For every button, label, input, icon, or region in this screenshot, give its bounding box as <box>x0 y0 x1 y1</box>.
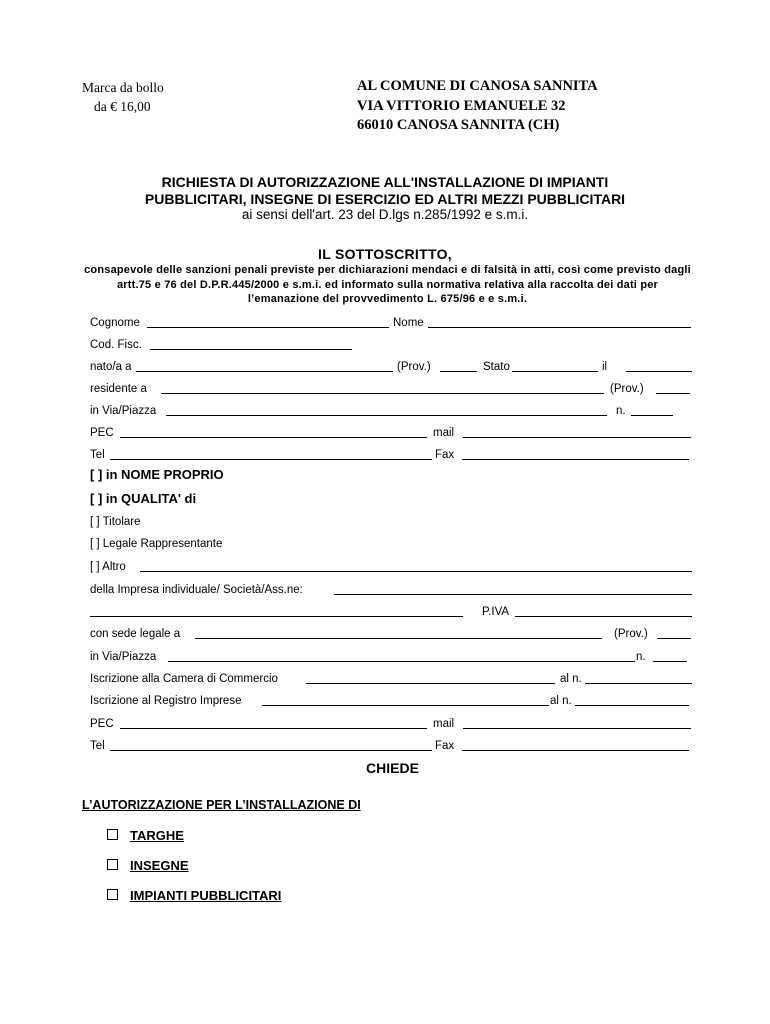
pec-impresa-label: PEC <box>90 718 114 730</box>
recipient-line-3: 66010 CANOSA SANNITA (CH) <box>357 117 560 133</box>
civico-label: n. <box>616 405 626 417</box>
checkbox-icon[interactable] <box>107 829 118 840</box>
title-line-2: PUBBLICITARI, INSEGNE DI ESERCIZIO ED ALTRI MEZZI PUBBLICITARI <box>144 191 626 207</box>
pec-impresa-field[interactable] <box>120 728 427 729</box>
checkbox-nome-proprio[interactable]: [ ] in NOME PROPRIO <box>90 467 224 482</box>
camera-numero-field[interactable] <box>585 683 692 684</box>
altro-field[interactable] <box>140 571 692 572</box>
revenue-stamp-note <box>82 78 164 116</box>
prov-residenza-label: (Prov.) <box>610 383 644 395</box>
option-targhe[interactable] <box>107 828 184 843</box>
registro-numero-label: al n. <box>550 695 572 707</box>
checkbox-titolare[interactable]: [ ] Titolare <box>90 516 141 528</box>
tel-impresa-label: Tel <box>90 740 105 752</box>
camera-commercio-field[interactable] <box>306 683 555 684</box>
nome-field[interactable] <box>428 327 691 328</box>
stato-label: Stato <box>483 361 510 373</box>
declarant-statement: consapevole delle sanzioni penali previste per dichiarazioni mendaci e di falsità in atti, così come previsto dagli artt.75 e 76 del D.P.R.445/2000 e s.m.i. ed informato sulla normativa relativa alla raccolta dei dati per l’emanazione del provvedimento L. 675/96 e e s.m.i. <box>84 264 691 305</box>
camera-numero-label: al n. <box>560 673 582 685</box>
registro-imprese-label: Iscrizione al Registro Imprese <box>90 695 242 707</box>
prov-sede-field[interactable] <box>657 638 691 639</box>
fax-impresa-label: Fax <box>435 740 455 752</box>
recipient-line-2: VIA VITTORIO EMANUELE 32 <box>357 97 566 114</box>
mail-impresa-field[interactable] <box>463 728 691 729</box>
pec-label: PEC <box>90 427 114 439</box>
cod-fisc-field[interactable] <box>150 349 352 350</box>
piva-label: P.IVA <box>482 606 510 618</box>
via-piazza-impresa-label: in Via/Piazza <box>90 651 157 663</box>
fax-impresa-field[interactable] <box>462 750 689 751</box>
civico-impresa-label: n. <box>636 651 646 663</box>
row-cod-fisc <box>90 335 692 352</box>
title-line-1: RICHIESTA DI AUTORIZZAZIONE ALL'INSTALLAZIONE DI IMPIANTI <box>161 174 609 190</box>
checkbox-icon[interactable] <box>107 859 118 870</box>
sede-legale-label: con sede legale a <box>90 628 181 640</box>
civico-impresa-field[interactable] <box>653 661 687 662</box>
prov-residenza-field[interactable] <box>656 393 690 394</box>
via-piazza-impresa-field[interactable] <box>168 661 635 662</box>
row-tel-fax <box>90 445 692 462</box>
nome-label: Nome <box>393 317 424 329</box>
pec-field[interactable] <box>120 437 427 438</box>
authorization-heading: L’AUTORIZZAZIONE PER L’INSTALLAZIONE DI <box>82 798 361 812</box>
impresa-field[interactable] <box>334 594 692 595</box>
row-indirizzo <box>90 401 692 418</box>
residente-label: residente a <box>90 383 147 395</box>
tel-field[interactable] <box>110 459 432 460</box>
prov-sede-label: (Prov.) <box>614 628 648 640</box>
via-piazza-field[interactable] <box>166 415 607 416</box>
tel-label: Tel <box>90 449 105 461</box>
option-insegne-label: INSEGNE <box>130 858 189 873</box>
camera-commercio-label: Iscrizione alla Camera di Commercio <box>90 673 278 685</box>
data-nascita-field[interactable] <box>626 371 692 372</box>
mail-label: mail <box>433 427 455 439</box>
row-residenza <box>90 379 692 396</box>
stamp-line-2: da € 16,00 <box>94 99 151 114</box>
row-indirizzo-impresa <box>90 647 692 664</box>
checkbox-qualita[interactable]: [ ] in QUALITA' di <box>90 491 197 506</box>
checkbox-legale-rappresentante[interactable]: [ ] Legale Rappresentante <box>90 538 223 550</box>
checkbox-icon[interactable] <box>107 889 118 900</box>
row-sede-legale <box>90 624 692 641</box>
via-piazza-label: in Via/Piazza <box>90 405 157 417</box>
row-cognome-nome <box>90 313 692 330</box>
civico-field[interactable] <box>631 415 673 416</box>
row-camera-commercio <box>90 669 692 686</box>
option-targhe-label: TARGHE <box>130 828 184 843</box>
stato-field[interactable] <box>512 371 598 372</box>
mail-field[interactable] <box>463 437 691 438</box>
sede-legale-field[interactable] <box>195 638 602 639</box>
cognome-label: Cognome <box>90 317 140 329</box>
row-impresa <box>90 580 692 597</box>
tel-impresa-field[interactable] <box>110 750 432 751</box>
chiede-heading: CHIEDE <box>366 760 419 776</box>
mail-impresa-label: mail <box>433 718 455 730</box>
row-tel-fax-impresa <box>90 736 692 753</box>
residenza-field[interactable] <box>161 393 604 394</box>
recipient-line-1: AL COMUNE DI CANOSA SANNITA <box>357 78 598 94</box>
data-nascita-label: il <box>602 361 608 373</box>
luogo-nascita-field[interactable] <box>136 371 393 372</box>
row-registro-imprese <box>90 691 692 708</box>
piva-field[interactable] <box>515 616 692 617</box>
prov-nascita-field[interactable] <box>440 371 477 372</box>
nato-label: nato/a a <box>90 361 132 373</box>
fax-label: Fax <box>435 449 455 461</box>
recipient-address <box>357 77 598 136</box>
prov-nascita-label: (Prov.) <box>397 361 431 373</box>
impresa-field-2[interactable] <box>90 616 463 617</box>
document-title <box>0 174 770 208</box>
legal-reference: ai sensi dell'art. 23 del D.lgs n.285/1992 e s.m.i. <box>241 207 529 222</box>
registro-numero-field[interactable] <box>575 705 689 706</box>
row-pec-mail-impresa <box>90 714 692 731</box>
stamp-line-1: Marca da bollo <box>82 80 164 95</box>
checkbox-altro[interactable]: [ ] Altro <box>90 561 126 573</box>
option-impianti-pubblicitari[interactable] <box>107 888 281 903</box>
option-insegne[interactable] <box>107 858 189 873</box>
row-nascita <box>90 357 692 374</box>
fax-field[interactable] <box>462 459 689 460</box>
impresa-label: della Impresa individuale/ Società/Ass.ne: <box>90 584 303 596</box>
row-impresa-piva <box>90 602 692 619</box>
row-pec-mail <box>90 423 692 440</box>
cognome-field[interactable] <box>147 327 389 328</box>
cod-fisc-label: Cod. Fisc. <box>90 339 142 351</box>
option-impianti-label: IMPIANTI PUBBLICITARI <box>130 888 282 903</box>
row-altro <box>90 557 692 574</box>
registro-imprese-field[interactable] <box>262 705 549 706</box>
declarant-heading: IL SOTTOSCRITTO, <box>318 246 452 262</box>
